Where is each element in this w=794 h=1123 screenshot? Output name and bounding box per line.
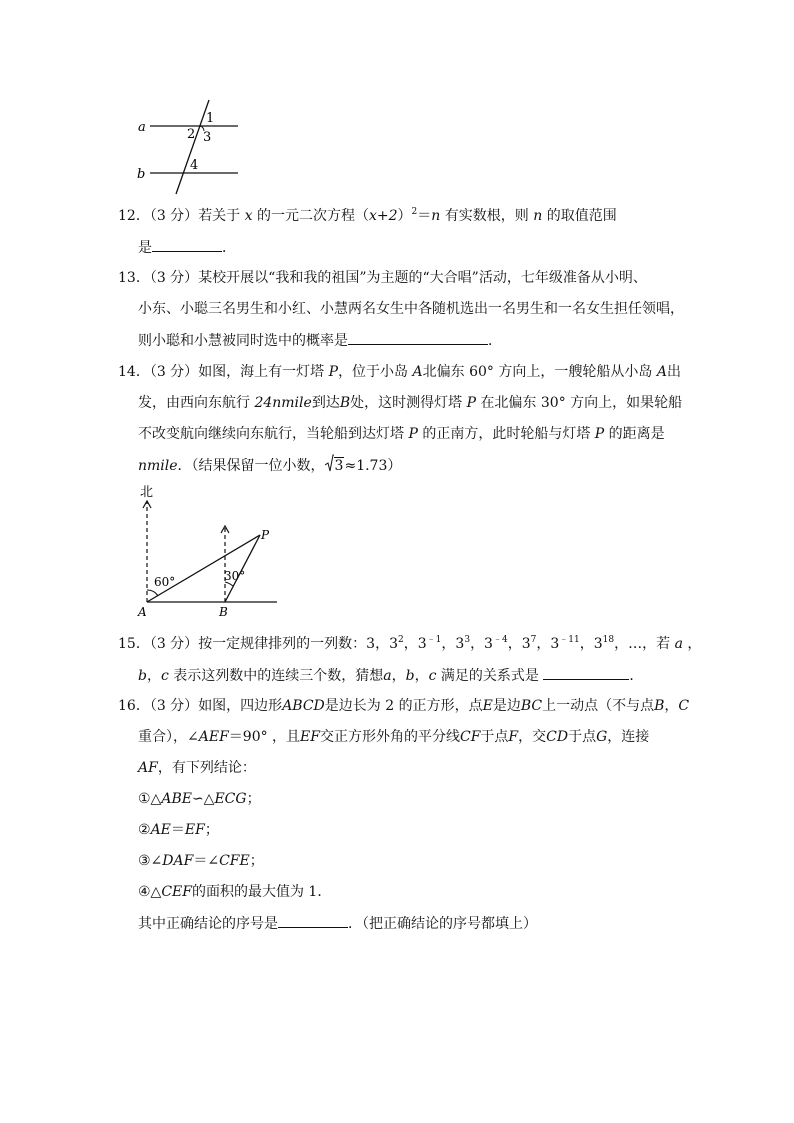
q14-score: （3 分）: [149, 364, 199, 380]
var-ABCD: ABCD: [282, 698, 325, 714]
answer-blank[interactable]: [348, 330, 488, 345]
q15-text: ，3: [536, 636, 560, 652]
q16-conclusion-1: [138, 789, 261, 809]
q14-line-1: [118, 362, 681, 382]
q16-text: 交正方形外角的平分线: [319, 729, 460, 745]
angle-60-label: 60°: [154, 575, 176, 589]
q15-text: ，3: [441, 636, 465, 652]
answer-blank[interactable]: [543, 665, 629, 680]
var-F: F: [508, 729, 519, 745]
q12-line-1: [118, 206, 617, 226]
point-A-label: A: [138, 605, 147, 619]
q16-text: ∽△: [191, 791, 215, 807]
var-a: a: [674, 636, 683, 652]
var-CF: CF: [459, 729, 481, 745]
q16-text: ，: [664, 698, 679, 714]
q14-text: 如图，海上有一灯塔: [198, 364, 325, 380]
q16-line-1: [118, 696, 689, 716]
q14-text: 北偏东 60° 方向上，一艘轮船从小岛: [422, 364, 653, 380]
q16-text: ；: [249, 853, 264, 869]
q13-number: 13．: [118, 270, 150, 286]
q15-line-2: [138, 665, 643, 686]
q15-text: ，: [391, 668, 406, 684]
q14-text: 不改变航向继续向东航行，当轮船到达灯塔: [138, 426, 404, 442]
q16-conclusion-4: [138, 882, 331, 902]
q15-exponent: 3: [464, 635, 471, 645]
q16-text: 是边长为 2 的正方形，点: [324, 698, 483, 714]
q16-text: ＝∠: [193, 853, 220, 869]
label-b: b: [137, 167, 146, 182]
q14-text: ，位于小岛: [338, 364, 409, 380]
q16-text: 如图，四边形: [198, 698, 283, 714]
q15-text: ，3: [470, 636, 493, 652]
q14-text: 发，由西向东航行: [138, 395, 255, 411]
var-DAF: DAF: [162, 853, 194, 869]
q16-text: 的面积的最大值为 1．: [191, 884, 332, 900]
var-CFE: CFE: [219, 853, 250, 869]
var-a: a: [383, 668, 392, 684]
arrow-head-icon: [143, 501, 151, 508]
q15-exponent: 2: [398, 635, 404, 645]
q12-text: ）: [397, 208, 412, 224]
var-n: n: [431, 208, 441, 224]
q14-line-4: [138, 456, 401, 476]
q16-number: 16．: [118, 698, 150, 714]
q15-text: 按一定规律排列的一列数：3，3: [198, 636, 399, 652]
q15-score: （3 分）: [149, 636, 199, 652]
q12-exponent: 2: [411, 207, 418, 217]
var-B: B: [654, 698, 665, 714]
q14-text: 处，这时测得灯塔: [350, 395, 463, 411]
angle-1: 1: [206, 111, 215, 126]
q12-text: 若关于: [198, 208, 241, 224]
var-B: B: [339, 395, 351, 411]
q16-last-line: [138, 913, 537, 934]
q16-text: ④△: [138, 884, 162, 900]
q16-conclusion-2: [138, 820, 219, 840]
q14-text: 的距离是: [608, 426, 665, 442]
q13-text: 则小聪和小慧被同时选中的概率是: [138, 333, 348, 349]
q12-expression: x+2: [369, 208, 398, 224]
q16-text: ①△: [138, 791, 162, 807]
sqrt-expression: [325, 456, 345, 476]
q16-text: 是边: [492, 698, 521, 714]
var-BC: BC: [520, 698, 543, 714]
var-P: P: [408, 426, 418, 442]
var-b: b: [138, 668, 147, 684]
q15-exponent: ﹣4: [492, 635, 508, 645]
q14-text: 到达: [311, 395, 340, 411]
q15-text: ，: [146, 668, 161, 684]
q14-text: ≈1.73）: [344, 458, 402, 474]
var-E: E: [482, 698, 493, 714]
q14-distance: 24nmile: [254, 395, 312, 411]
var-P: P: [466, 395, 476, 411]
var-CD: CD: [546, 729, 569, 745]
q13-line-2: [138, 299, 684, 319]
point-B-label: B: [219, 605, 228, 619]
angle-4: 4: [190, 158, 199, 173]
q14-line-3: [138, 424, 665, 444]
answer-blank[interactable]: [278, 913, 348, 928]
var-AE: AE: [150, 822, 171, 838]
q12-line-2: [138, 237, 236, 258]
q12-text: ＝: [417, 208, 432, 224]
q14-number: 14．: [118, 364, 150, 380]
q16-text: 于点: [568, 729, 597, 745]
q15-exponent: 7: [530, 635, 537, 645]
q13-text: 小东、小聪三名男生和小红、小慧两名女生中各随机选出一名男生和一名女生担任领唱，: [138, 301, 684, 317]
var-EF: EF: [300, 729, 320, 745]
q13-text: 某校开展以“我和我的祖国”为主题的“大合唱”活动，七年级准备从小明、: [198, 270, 647, 286]
q16-text: ②: [138, 822, 151, 838]
q16-text: ＝: [170, 822, 185, 838]
q15-text: 表示这列数中的连续三个数，猜想: [173, 668, 384, 684]
q16-text: ，有下列结论：: [157, 760, 256, 776]
q16-text: 重合），∠: [138, 729, 199, 745]
q15-number: 15．: [118, 636, 150, 652]
q15-text: ，3: [403, 636, 427, 652]
var-ECG: ECG: [214, 791, 247, 807]
q16-text: ，交: [518, 729, 547, 745]
q15-text: 满足的关系式是: [440, 668, 539, 684]
var-A: A: [656, 364, 667, 380]
var-P: P: [594, 426, 605, 442]
q15-text: ，3: [507, 636, 531, 652]
q16-text: ．（把正确结论的序号都填上）: [348, 916, 537, 932]
q15-text: ，3: [579, 636, 603, 652]
var-P: P: [328, 364, 339, 380]
var-AEF: AEF: [198, 729, 229, 745]
q12-number: 12．: [118, 208, 150, 224]
var-A: A: [412, 364, 423, 380]
q12-text: 的取值范围: [546, 208, 617, 224]
answer-blank[interactable]: [152, 237, 222, 252]
q15-exponent: ﹣11: [559, 635, 580, 645]
var-AF: AF: [138, 760, 158, 776]
q13-line-3: [138, 330, 502, 351]
var-b: b: [405, 668, 415, 684]
q14-line-2: [138, 393, 682, 413]
q16-text: 上一动点（不与点: [542, 698, 655, 714]
q12-text: 的一元二次方程（: [257, 208, 369, 224]
q12-score: （3 分）: [149, 208, 199, 224]
north-label: 北: [140, 485, 154, 500]
angle-30-label: 30°: [224, 569, 246, 583]
sqrt-radicand: 3: [334, 458, 344, 474]
q15-text: ，: [414, 668, 429, 684]
transversal: [176, 100, 212, 194]
sqrt-sign-icon: [325, 454, 334, 472]
q13-line-1: [118, 268, 647, 288]
q14-unit: nmile: [138, 458, 178, 474]
q15-text: ，…，若: [614, 636, 671, 652]
parallel-lines-figure: [132, 96, 244, 198]
q15-text: ．: [629, 668, 644, 684]
q15-exponent: 18: [602, 635, 615, 645]
q16-text: ③∠: [138, 853, 163, 869]
q16-text: ，连接: [607, 729, 650, 745]
q16-text: ＝90° ，且: [228, 729, 301, 745]
q13-text: ．: [488, 333, 502, 349]
q16-line-3: [138, 758, 256, 778]
var-ABE: ABE: [161, 791, 192, 807]
q16-text: 其中正确结论的序号是: [138, 916, 278, 932]
var-c: c: [160, 668, 169, 684]
var-C: C: [678, 698, 690, 714]
q14-text: 的正南方，此时轮船与灯塔: [422, 426, 591, 442]
q12-text: 有实数根，则: [444, 208, 529, 224]
var-G: G: [596, 729, 608, 745]
q14-text: ．（结果保留一位小数，: [177, 458, 325, 474]
q15-line-1: [118, 634, 701, 654]
var-x: x: [244, 208, 253, 224]
point-P-label: P: [261, 528, 270, 542]
q16-text: ；: [246, 791, 261, 807]
q15-exponent: ﹣1: [426, 635, 442, 645]
angle-3: 3: [203, 130, 212, 145]
q16-line-2: [138, 727, 649, 747]
q16-score: （3 分）: [149, 698, 199, 714]
q16-text: ；: [204, 822, 219, 838]
angle-arc-A: [147, 590, 158, 596]
var-n: n: [533, 208, 543, 224]
var-c: c: [428, 668, 437, 684]
q13-score: （3 分）: [149, 270, 199, 286]
lighthouse-figure: [132, 482, 282, 620]
q12-text: 是: [138, 240, 152, 256]
q16-text: 于点: [480, 729, 509, 745]
q16-conclusion-3: [138, 851, 264, 871]
var-CEF: CEF: [161, 884, 192, 900]
q15-text: ，: [687, 636, 702, 652]
angle-2: 2: [187, 127, 196, 142]
label-a: a: [138, 120, 146, 135]
q14-text: 出: [666, 364, 681, 380]
q14-text: 在北偏东 30° 方向上，如果轮船: [480, 395, 683, 411]
var-EF: EF: [184, 822, 205, 838]
q12-text: ．: [222, 240, 236, 256]
